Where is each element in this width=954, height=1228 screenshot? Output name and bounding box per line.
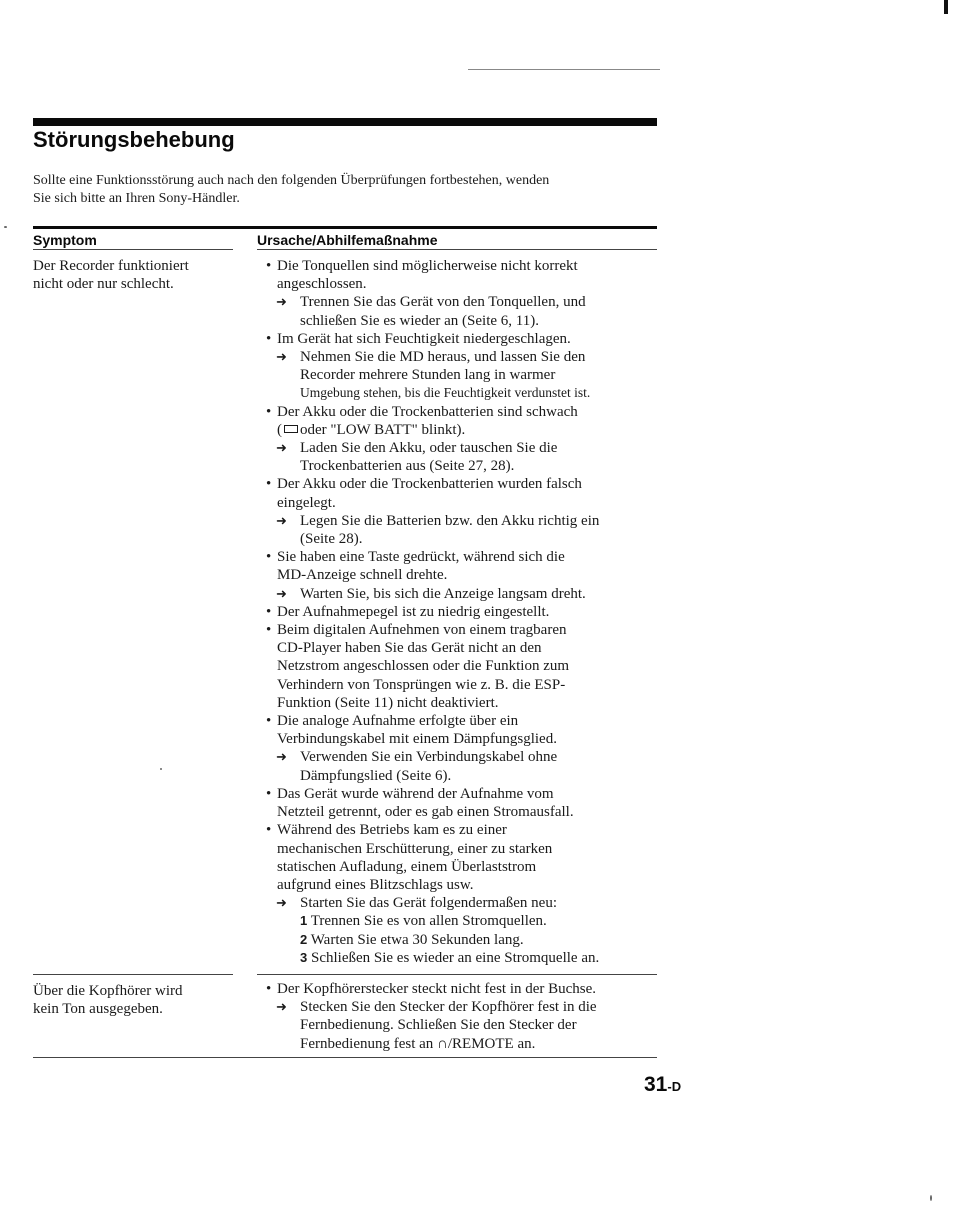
cause-text: Sie haben eine Taste gedrückt, während sich die xyxy=(277,549,565,566)
cause-continuation xyxy=(264,858,664,876)
page-number-suffix: -D xyxy=(667,1079,682,1094)
remedy-text: Fernbedienung. Schließen Sie den Stecker der xyxy=(300,1017,577,1034)
cause-cell xyxy=(264,257,664,967)
step-number: 1 xyxy=(300,913,308,929)
cause-item xyxy=(264,821,664,839)
cause-item xyxy=(264,403,664,421)
scan-speck xyxy=(4,226,7,228)
bullet-mark: • xyxy=(266,476,272,493)
remedy-item xyxy=(264,348,664,366)
cause-continuation xyxy=(264,566,664,584)
row-divider-cause xyxy=(257,974,657,975)
arrow-icon: ➜ xyxy=(276,999,287,1015)
cause-text: Verhindern von Tonsprüngen wie z. B. die ESP- xyxy=(277,676,566,693)
symptom-cell xyxy=(33,257,248,293)
arrow-icon: ➜ xyxy=(276,895,287,911)
cause-item xyxy=(264,330,664,348)
scan-speck xyxy=(930,1195,932,1201)
cause-text: Der Kopfhörerstecker steckt nicht fest in der Buchse. xyxy=(277,981,597,997)
page-number-value: 31 xyxy=(644,1073,668,1096)
cause-text: oder "LOW BATT" blinkt). xyxy=(300,421,466,438)
battery-icon xyxy=(284,425,298,433)
cause-text: eingelegt. xyxy=(277,494,336,511)
remedy-item xyxy=(264,894,664,912)
remedy-item xyxy=(264,748,664,766)
page-number xyxy=(644,1073,681,1097)
remedy-text: Stecken Sie den Stecker der Kopfhörer fest in die xyxy=(300,999,597,1016)
step-text: Warten Sie etwa 30 Sekunden lang. xyxy=(310,931,524,948)
cause-text: Die analoge Aufnahme erfolgte über ein xyxy=(277,713,519,730)
remedy-continuation xyxy=(264,1016,664,1034)
cause-text: Netzteil getrennt, oder es gab einen Stromausfall. xyxy=(277,804,574,821)
page-title: Störungsbehebung xyxy=(33,127,235,152)
remedy-text: Verwenden Sie ein Verbindungskabel ohne xyxy=(300,749,558,766)
remedy-item xyxy=(264,512,664,530)
cause-item xyxy=(264,257,664,275)
cause-continuation xyxy=(264,639,664,657)
arrow-icon: ➜ xyxy=(276,294,287,310)
row-divider-symptom xyxy=(33,974,233,975)
symptom-line: Der Recorder funktioniert xyxy=(33,258,189,274)
title-bar xyxy=(33,118,657,126)
cause-text: mechanischen Erschütterung, einer zu starken xyxy=(277,840,553,857)
cause-item xyxy=(264,785,664,803)
cause-text: Die Tonquellen sind möglicherweise nicht korrekt xyxy=(277,258,578,274)
header-underline-symptom xyxy=(33,249,233,250)
symptom-cell xyxy=(33,982,248,1018)
cause-text: Der Aufnahmepegel ist zu niedrig eingestellt. xyxy=(277,603,550,620)
remedy-continuation xyxy=(264,384,664,402)
column-header-symptom: Symptom xyxy=(33,232,97,248)
symptom-line: Über die Kopfhörer wird xyxy=(33,983,183,999)
cause-text: CD-Player haben Sie das Gerät nicht an den xyxy=(277,640,542,657)
cause-text: angeschlossen. xyxy=(277,276,367,293)
cause-continuation xyxy=(264,657,664,675)
bullet-mark: • xyxy=(266,822,272,839)
arrow-icon: ➜ xyxy=(276,349,287,365)
restart-step xyxy=(264,912,664,930)
cause-text: Funktion (Seite 11) nicht deaktiviert. xyxy=(277,694,499,711)
remedy-continuation xyxy=(264,457,664,475)
arrow-icon: ➜ xyxy=(276,749,287,765)
cause-continuation xyxy=(264,694,664,712)
scan-speck xyxy=(160,768,162,770)
cause-text: Das Gerät wurde während der Aufnahme vom xyxy=(277,785,554,802)
cause-item xyxy=(264,980,664,998)
bullet-mark: • xyxy=(266,330,272,347)
bullet-mark: • xyxy=(266,785,272,802)
cause-text: Beim digitalen Aufnehmen von einem tragbaren xyxy=(277,622,567,639)
cause-item xyxy=(264,712,664,730)
intro-text xyxy=(33,172,673,208)
cause-continuation xyxy=(264,730,664,748)
bullet-mark: • xyxy=(266,981,272,997)
cause-item xyxy=(264,548,664,566)
intro-line: Sollte eine Funktionsstörung auch nach den folgenden Überprüfungen fortbestehen, wenden xyxy=(33,173,550,188)
remedy-text: Starten Sie das Gerät folgendermaßen neu: xyxy=(300,895,557,912)
bullet-mark: • xyxy=(266,713,272,730)
restart-step xyxy=(264,949,664,967)
cause-continuation xyxy=(264,494,664,512)
bullet-mark: • xyxy=(266,603,272,620)
table-top-rule xyxy=(33,226,657,229)
remedy-text: Nehmen Sie die MD heraus, und lassen Sie den xyxy=(300,349,586,366)
cause-continuation xyxy=(264,840,664,858)
header-dash-line xyxy=(468,69,660,70)
column-header-cause: Ursache/Abhilfemaßnahme xyxy=(257,232,438,248)
cause-text: Während des Betriebs kam es zu einer xyxy=(277,822,507,839)
margin-mark xyxy=(944,0,948,14)
bullet-mark: • xyxy=(266,622,272,639)
intro-line: Sie sich bitte an Ihren Sony-Händler. xyxy=(33,191,240,206)
bullet-mark: • xyxy=(266,549,272,566)
bullet-mark: • xyxy=(266,403,272,420)
cause-continuation xyxy=(264,876,664,894)
remedy-text: Laden Sie den Akku, oder tauschen Sie die xyxy=(300,440,558,457)
remedy-continuation xyxy=(264,530,664,548)
cause-continuation xyxy=(264,421,664,439)
table-bottom-rule xyxy=(33,1057,657,1058)
remedy-continuation xyxy=(264,1035,664,1053)
remedy-continuation xyxy=(264,767,664,785)
step-text: Schließen Sie es wieder an eine Stromquelle an. xyxy=(310,949,600,966)
symptom-line: kein Ton ausgegeben. xyxy=(33,1001,163,1017)
cause-continuation xyxy=(264,676,664,694)
step-number: 2 xyxy=(300,931,308,947)
step-text: Trennen Sie es von allen Stromquellen. xyxy=(310,913,547,930)
cause-text: Der Akku oder die Trockenbatterien wurden falsch xyxy=(277,476,582,493)
remedy-text: (Seite 28). xyxy=(300,531,363,548)
cause-continuation xyxy=(264,803,664,821)
cause-text: Verbindungskabel mit einem Dämpfungsglied. xyxy=(277,731,557,748)
remedy-text: Legen Sie die Batterien bzw. den Akku richtig ein xyxy=(300,512,600,529)
remedy-text: Warten Sie, bis sich die Anzeige langsam dreht. xyxy=(300,585,586,602)
step-number: 3 xyxy=(300,949,308,965)
remedy-text: schließen Sie es wieder an (Seite 6, 11). xyxy=(300,312,539,329)
remedy-text: Trockenbatterien aus (Seite 27, 28). xyxy=(300,458,515,475)
header-underline-cause xyxy=(257,249,657,250)
cause-text: Der Akku oder die Trockenbatterien sind schwach xyxy=(277,403,578,420)
remedy-continuation xyxy=(264,312,664,330)
remedy-item xyxy=(264,439,664,457)
paren-open: ( xyxy=(277,421,282,438)
remedy-text: Recorder mehrere Stunden lang in warmer xyxy=(300,367,556,384)
remedy-item xyxy=(264,585,664,603)
remedy-text: Trennen Sie das Gerät von den Tonquellen, und xyxy=(300,294,586,311)
remedy-text: Fernbedienung fest an ∩/REMOTE an. xyxy=(300,1035,536,1052)
symptom-line: nicht oder nur schlecht. xyxy=(33,276,174,292)
remedy-text: Dämpfungslied (Seite 6). xyxy=(300,767,452,784)
cause-continuation xyxy=(264,275,664,293)
restart-step xyxy=(264,931,664,949)
cause-text: Im Gerät hat sich Feuchtigkeit niedergeschlagen. xyxy=(277,330,571,347)
bullet-mark: • xyxy=(266,258,272,274)
cause-item xyxy=(264,621,664,639)
cause-item xyxy=(264,603,664,621)
arrow-icon: ➜ xyxy=(276,512,287,528)
remedy-item xyxy=(264,293,664,311)
cause-text: aufgrund eines Blitzschlags usw. xyxy=(277,876,474,893)
cause-text: Netzstrom angeschlossen oder die Funktion zum xyxy=(277,658,570,675)
cause-text: statischen Aufladung, einem Überlaststrom xyxy=(277,858,537,875)
cause-item xyxy=(264,475,664,493)
arrow-icon: ➜ xyxy=(276,440,287,456)
cause-text: MD-Anzeige schnell drehte. xyxy=(277,567,448,584)
remedy-item xyxy=(264,998,664,1016)
arrow-icon: ➜ xyxy=(276,585,287,601)
cause-cell xyxy=(264,980,664,1053)
remedy-text: Umgebung stehen, bis die Feuchtigkeit verdunstet ist. xyxy=(300,385,591,401)
remedy-continuation xyxy=(264,366,664,384)
